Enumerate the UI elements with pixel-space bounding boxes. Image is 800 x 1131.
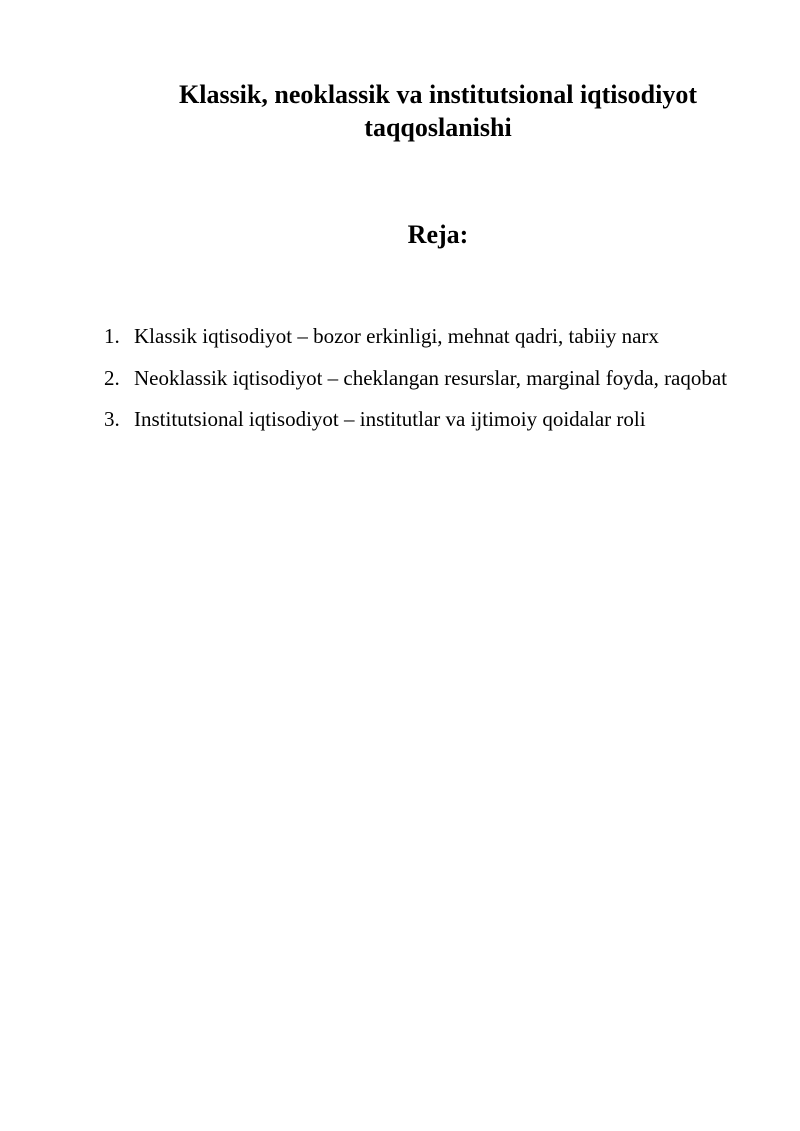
title-line-2: taqqoslanishi (364, 113, 512, 142)
plan-list (104, 316, 764, 441)
plan-item-1 (104, 316, 764, 358)
plan-item-3 (104, 399, 764, 441)
plan-item-number: 3. (104, 407, 120, 431)
plan-heading: Reja: (407, 220, 469, 249)
plan-item-number: 1. (104, 324, 120, 348)
plan-item-text: Klassik iqtisodiyot – bozor erkinligi, mehnat qadri, tabiiy narx (134, 324, 659, 348)
plan-item-text: Neoklassik iqtisodiyot – cheklangan resurslar, marginal foyda, raqobat (134, 365, 728, 390)
plan-item-2 (104, 358, 764, 400)
plan-item-text: Institutsional iqtisodiyot – institutlar va ijtimoiy qoidalar roli (134, 407, 646, 431)
title-line-1: Klassik, neoklassik va institutsional iqtisodiyot (179, 80, 697, 109)
document-title (100, 78, 776, 144)
plan-item-number: 2. (104, 365, 120, 390)
